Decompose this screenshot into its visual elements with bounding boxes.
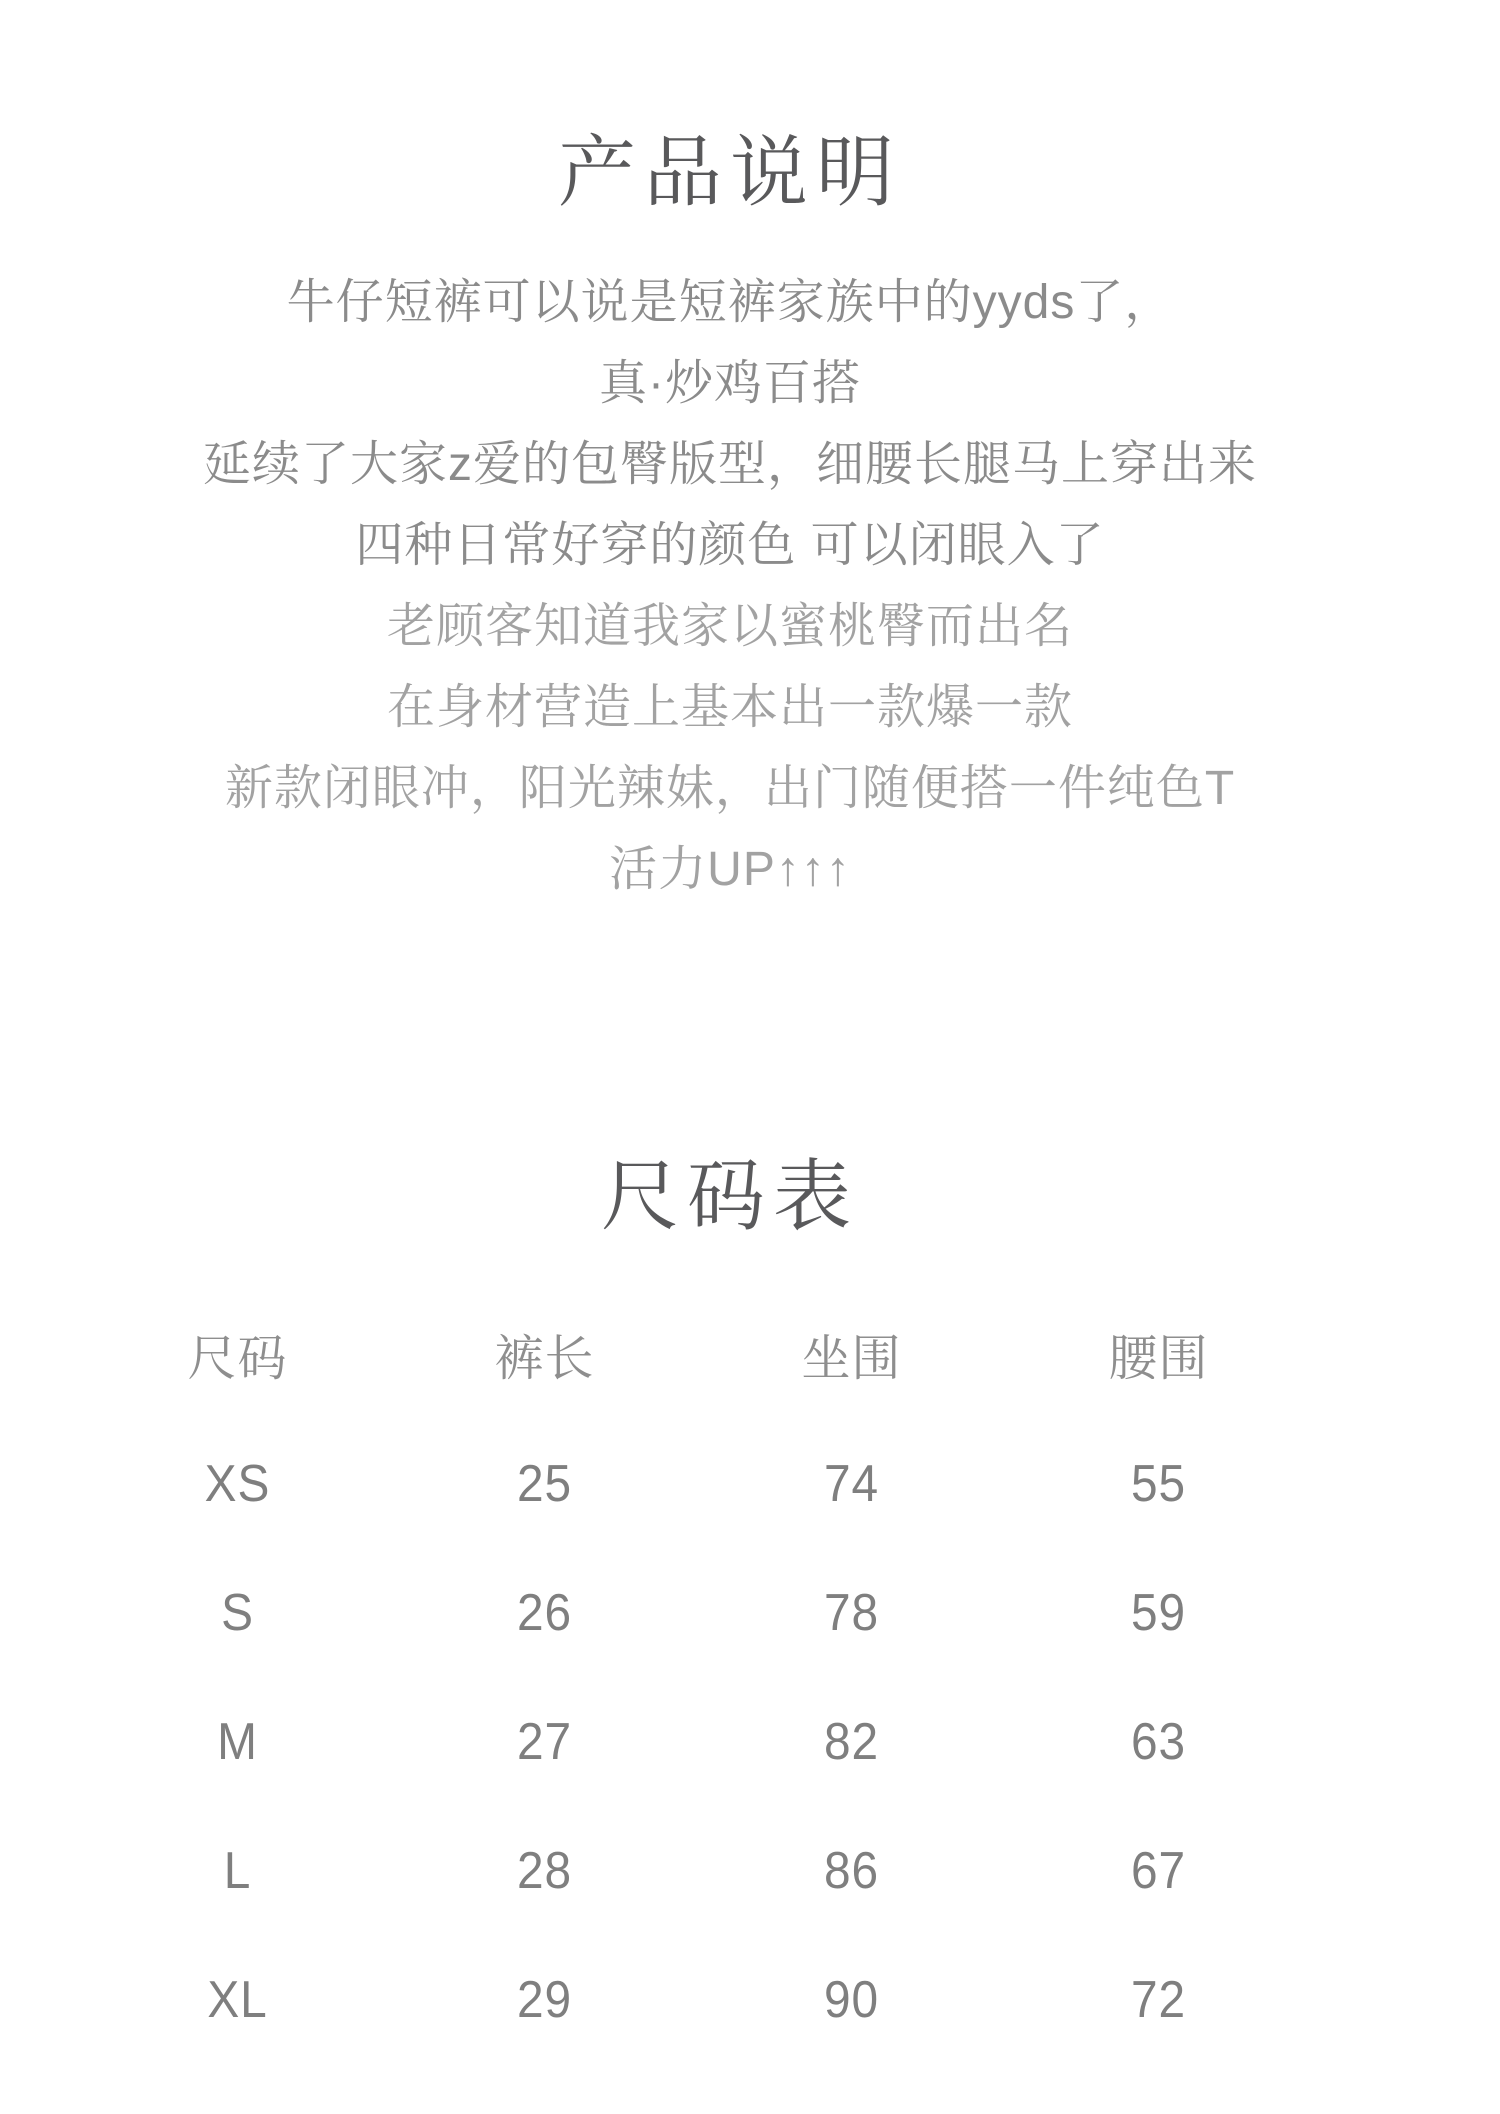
description-line: 在身材营造上基本出一款爆一款 <box>386 681 1073 734</box>
cell-length: 29 <box>516 1970 573 2029</box>
cell-hip: 86 <box>823 1841 880 1900</box>
cell-length: 25 <box>516 1454 573 1513</box>
cell-hip: 78 <box>823 1583 880 1642</box>
product-description <box>0 262 1460 910</box>
column-header-hip: 坐围 <box>801 1331 902 1386</box>
cell-waist: 55 <box>1130 1454 1187 1513</box>
cell-size: S <box>221 1583 254 1642</box>
table-row <box>84 1419 1312 1548</box>
cell-length: 27 <box>516 1712 573 1771</box>
page-title: 产品说明 <box>557 128 902 216</box>
cell-waist: 59 <box>1130 1583 1187 1642</box>
size-chart-table <box>84 1290 1312 2064</box>
description-line: 牛仔短裤可以说是短裤家族中的yyds了， <box>286 276 1174 329</box>
description-line: 活力UP↑↑↑ <box>609 843 851 896</box>
table-row <box>84 1806 1312 1935</box>
cell-hip: 90 <box>823 1970 880 2029</box>
cell-size: M <box>217 1712 258 1771</box>
description-line: 延续了大家z爱的包臀版型，细腰长腿马上穿出来 <box>202 438 1257 491</box>
size-chart-title: 尺码表 <box>600 1152 859 1240</box>
description-line: 新款闭眼冲，阳光辣妹，出门随便搭一件纯色T <box>224 762 1236 815</box>
cell-length: 26 <box>516 1583 573 1642</box>
column-header-length: 裤长 <box>494 1331 595 1386</box>
description-line: 老顾客知道我家以蜜桃臀而出名 <box>386 600 1073 653</box>
cell-size: L <box>223 1841 252 1900</box>
cell-waist: 67 <box>1130 1841 1187 1900</box>
cell-size: XL <box>207 1970 268 2029</box>
cell-size: XS <box>204 1454 271 1513</box>
size-chart-header-row <box>84 1290 1312 1419</box>
description-line: 真·炒鸡百搭 <box>599 357 861 410</box>
cell-hip: 82 <box>823 1712 880 1771</box>
cell-hip: 74 <box>823 1454 880 1513</box>
column-header-size: 尺码 <box>187 1331 288 1386</box>
table-row <box>84 1548 1312 1677</box>
cell-waist: 63 <box>1130 1712 1187 1771</box>
table-row <box>84 1677 1312 1806</box>
column-header-waist: 腰围 <box>1108 1331 1209 1386</box>
cell-length: 28 <box>516 1841 573 1900</box>
description-line: 四种日常好穿的颜色 可以闭眼入了 <box>355 519 1105 572</box>
cell-waist: 72 <box>1130 1970 1187 2029</box>
table-row <box>84 1935 1312 2064</box>
